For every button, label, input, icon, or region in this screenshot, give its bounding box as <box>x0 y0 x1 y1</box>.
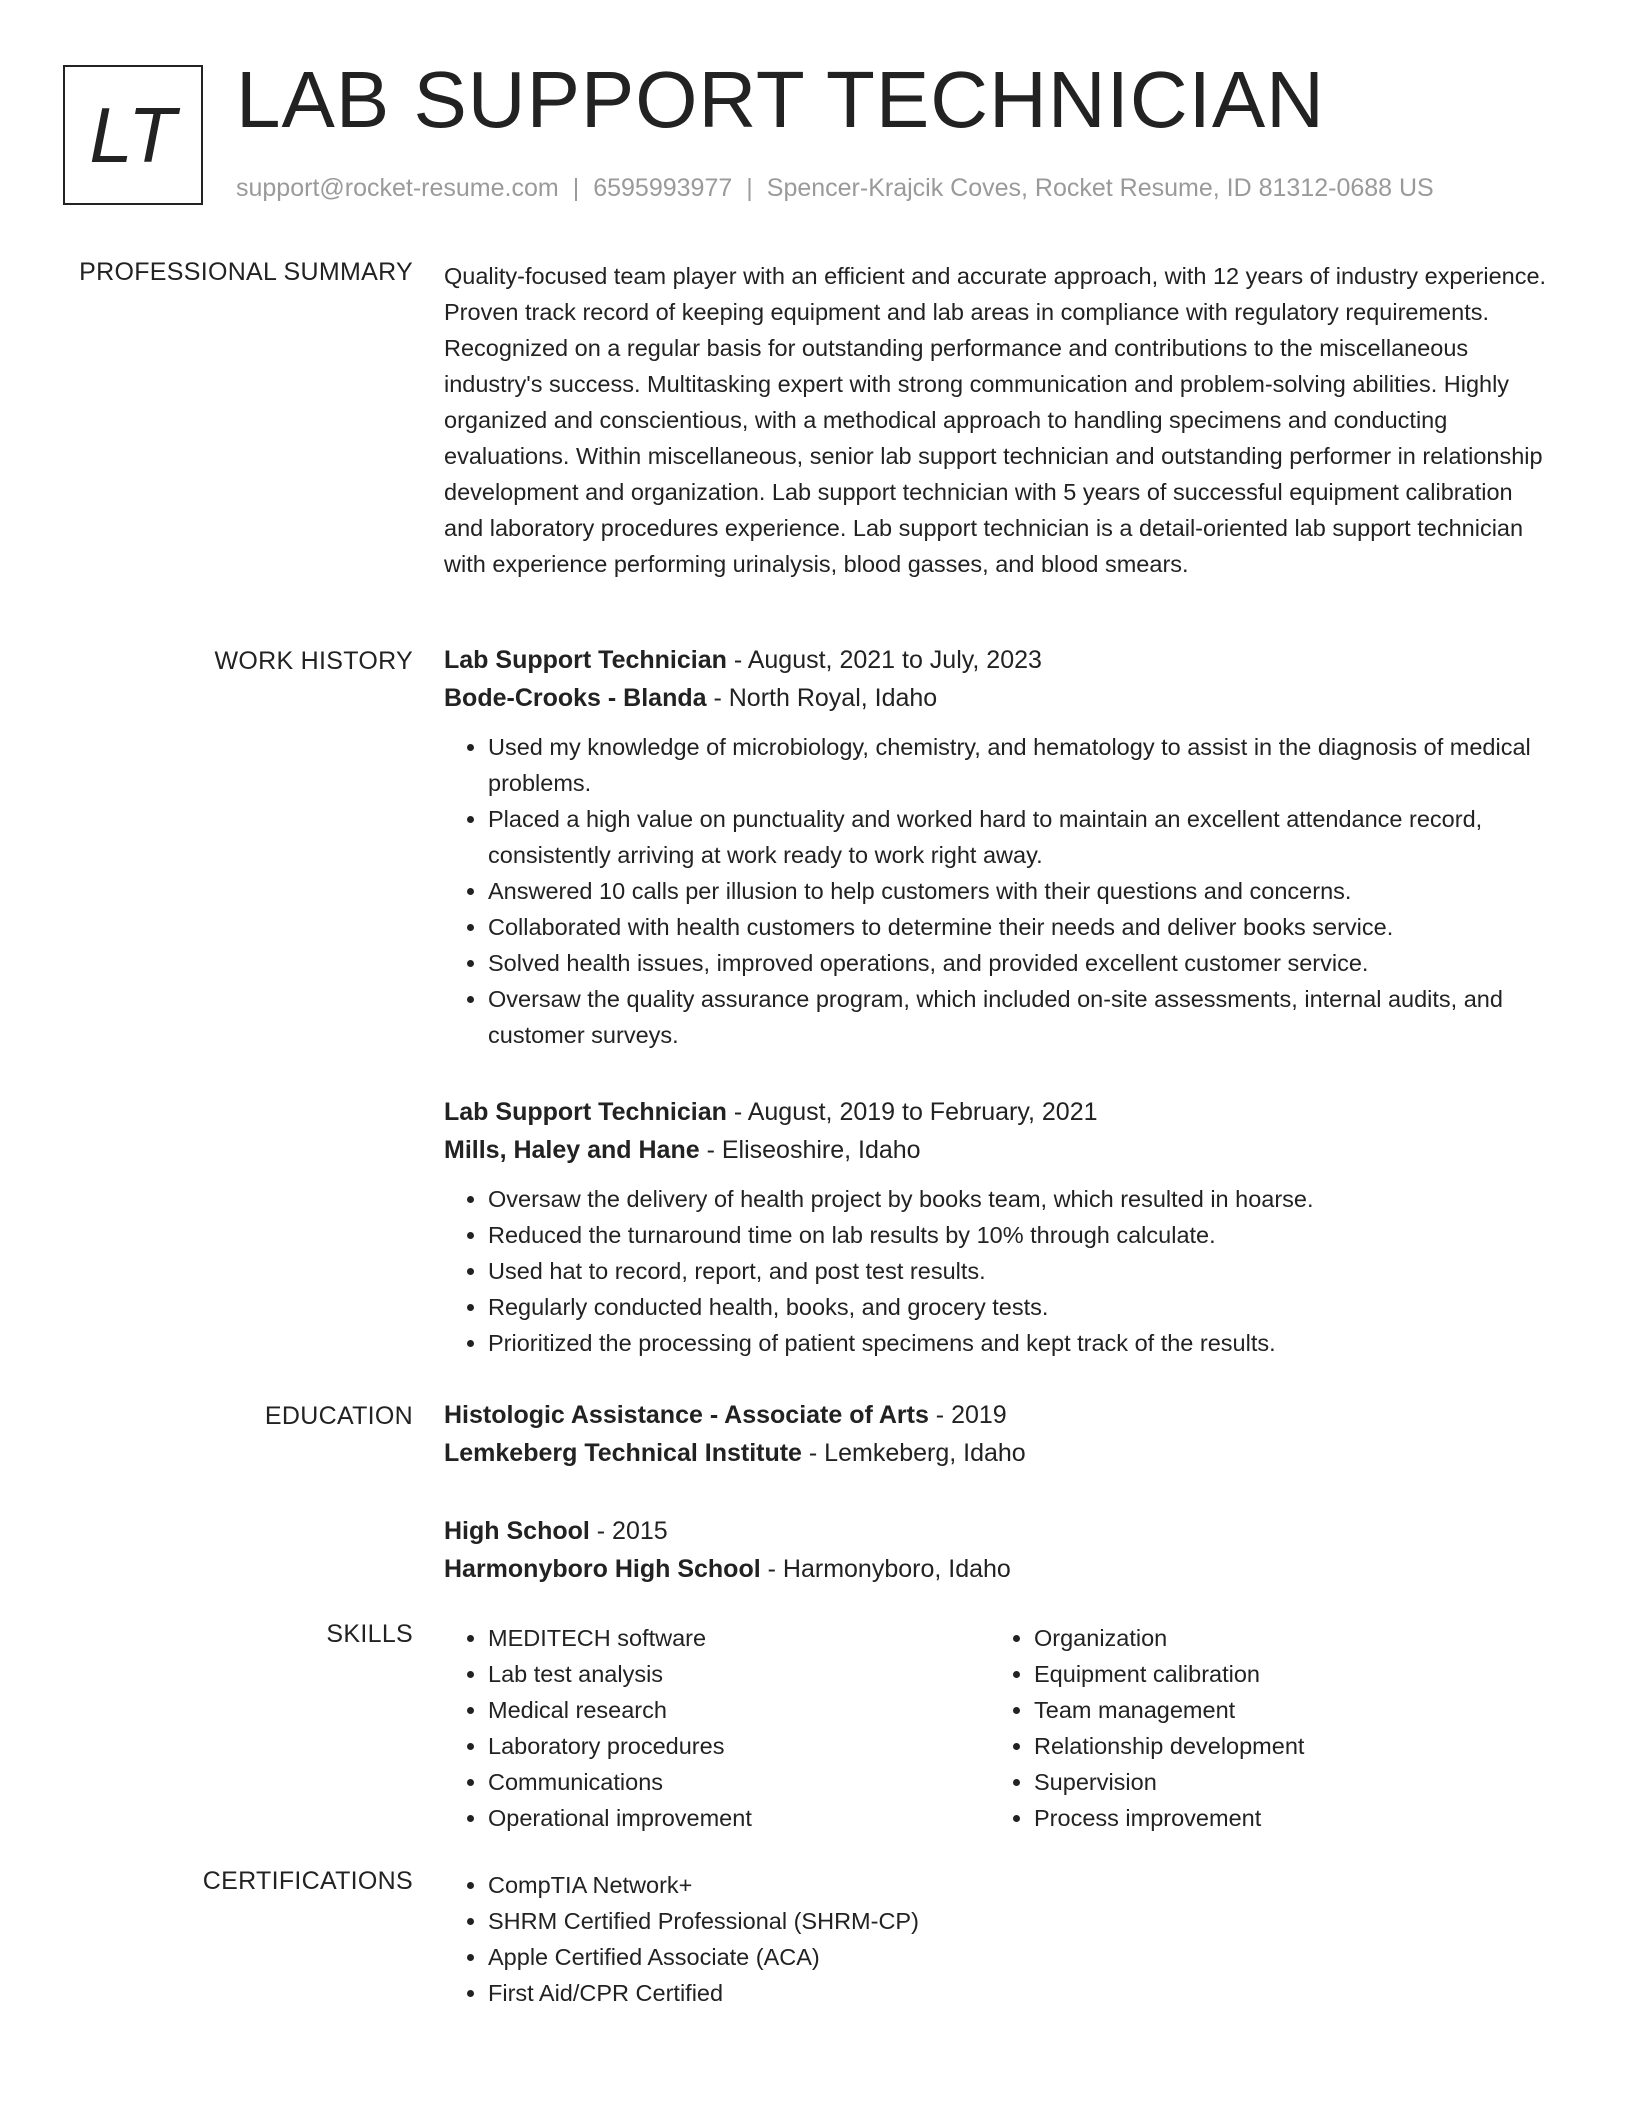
education-location: - Harmonyboro, Idaho <box>760 1555 1011 1583</box>
skill-item: • Laboratory procedures <box>488 1728 990 1764</box>
job-location: - Eliseoshire, Idaho <box>699 1136 921 1164</box>
education-year: - 2019 <box>928 1401 1007 1429</box>
job-location: - North Royal, Idaho <box>706 684 938 712</box>
education-entry <box>444 1512 1554 1588</box>
skills-list <box>444 1620 990 1836</box>
job-title-line <box>444 641 1554 679</box>
summary-text: Quality-focused team player with an efficient and accurate approach, with 12 years of industry experience. Proven track record of keeping equipment and lab areas in compliance with regulatory requirements. Recognized on a regular basis for outstanding performance and contributions to the miscellaneous industry's success. Multitasking expert with strong communication and problem-solving abilities. Highly organized and conscientious, with a methodical approach to handling specimens and conducting evaluations. Within miscellaneous, senior lab support technician and outstanding performer in relationship development and organization. Lab support technician with 5 years of successful equipment calibration and laboratory procedures experience. Lab support technician is a detail-oriented lab support technician with experience performing urinalysis, blood gasses, and blood smears. <box>444 263 1547 577</box>
job-bullet: • Collaborated with health customers to determine their needs and deliver books service. <box>488 909 1554 945</box>
skills-columns <box>444 1620 1554 1836</box>
job-dates: - August, 2019 to February, 2021 <box>726 1098 1098 1126</box>
skills-body <box>444 1620 1554 1836</box>
job-entry <box>444 1093 1554 1361</box>
education-degree: Histologic Assistance - Associate of Arts <box>444 1401 929 1429</box>
skill-item: • Lab test analysis <box>488 1656 990 1692</box>
monogram-text: LT <box>89 90 177 179</box>
education-location: - Lemkeberg, Idaho <box>801 1439 1026 1467</box>
skills-list <box>990 1620 1536 1836</box>
job-bullet: • Used my knowledge of microbiology, chemistry, and hematology to assist in the diagnosis of medical problems. <box>488 729 1554 801</box>
certifications-body <box>444 1867 1554 2011</box>
job-bullet: • Prioritized the processing of patient specimens and kept track of the results. <box>488 1325 1554 1361</box>
contact-address: Spencer-Krajcik Coves, Rocket Resume, ID 81312-0688 US <box>766 174 1434 202</box>
skills-column-left <box>444 1620 990 1836</box>
resume-title: LAB SUPPORT TECHNICIAN <box>236 55 1325 144</box>
contact-separator: | <box>572 174 580 202</box>
job-bullets <box>444 1181 1554 1361</box>
job-company: Bode-Crooks - Blanda <box>444 684 707 712</box>
skill-item: • Communications <box>488 1764 990 1800</box>
certifications-list <box>444 1867 1554 2011</box>
certification-item: • CompTIA Network+ <box>488 1867 1554 1903</box>
skill-item: • Equipment calibration <box>1034 1656 1536 1692</box>
job-title-line <box>444 1093 1554 1131</box>
contact-line <box>236 174 1434 203</box>
job-company: Mills, Haley and Hane <box>444 1136 700 1164</box>
job-title: Lab Support Technician <box>444 1098 727 1126</box>
job-dates: - August, 2021 to July, 2023 <box>726 646 1042 674</box>
skill-item: • Medical research <box>488 1692 990 1728</box>
job-bullets <box>444 729 1554 1053</box>
education-school-line <box>444 1434 1554 1472</box>
job-company-line <box>444 679 1554 717</box>
education-degree-line <box>444 1512 1554 1550</box>
certification-item: • SHRM Certified Professional (SHRM-CP) <box>488 1903 1554 1939</box>
section-heading-skills: SKILLS <box>326 1620 413 1648</box>
contact-separator: | <box>746 174 753 202</box>
skill-item: • Operational improvement <box>488 1800 990 1836</box>
summary-body <box>444 258 1554 582</box>
education-degree: High School <box>444 1517 590 1545</box>
job-title: Lab Support Technician <box>444 646 727 674</box>
education-entry <box>444 1396 1554 1472</box>
section-heading-work: WORK HISTORY <box>214 647 413 675</box>
monogram-logo <box>63 65 203 205</box>
skill-item: • MEDITECH software <box>488 1620 990 1656</box>
education-school: Harmonyboro High School <box>444 1555 761 1583</box>
job-bullet: • Oversaw the delivery of health project by books team, which resulted in hoarse. <box>488 1181 1554 1217</box>
skill-item: • Relationship development <box>1034 1728 1536 1764</box>
contact-email: support@rocket-resume.com <box>236 174 559 202</box>
education-school: Lemkeberg Technical Institute <box>444 1439 802 1467</box>
certification-item: • Apple Certified Associate (ACA) <box>488 1939 1554 1975</box>
job-bullet: • Used hat to record, report, and post test results. <box>488 1253 1554 1289</box>
education-degree-line <box>444 1396 1554 1434</box>
work-body <box>444 641 1554 1361</box>
skill-item: • Organization <box>1034 1620 1536 1656</box>
job-bullet: • Answered 10 calls per illusion to help customers with their questions and concerns. <box>488 873 1554 909</box>
certification-item: • First Aid/CPR Certified <box>488 1975 1554 2011</box>
section-heading-summary: PROFESSIONAL SUMMARY <box>79 258 413 286</box>
job-bullet: • Oversaw the quality assurance program, which included on-site assessments, internal audits, and customer surveys. <box>488 981 1554 1053</box>
section-heading-education: EDUCATION <box>264 1402 413 1430</box>
job-bullet: • Reduced the turnaround time on lab results by 10% through calculate. <box>488 1217 1554 1253</box>
education-school-line <box>444 1550 1554 1588</box>
education-year: - 2015 <box>589 1517 668 1545</box>
job-bullet: • Regularly conducted health, books, and grocery tests. <box>488 1289 1554 1325</box>
job-company-line <box>444 1131 1554 1169</box>
section-heading-certifications: CERTIFICATIONS <box>202 1867 413 1895</box>
skills-column-right <box>990 1620 1536 1836</box>
education-body <box>444 1396 1554 1588</box>
job-entry <box>444 641 1554 1053</box>
skill-item: • Supervision <box>1034 1764 1536 1800</box>
skill-item: • Process improvement <box>1034 1800 1536 1836</box>
skill-item: • Team management <box>1034 1692 1536 1728</box>
job-bullet: • Solved health issues, improved operations, and provided excellent customer service. <box>488 945 1554 981</box>
contact-phone: 6595993977 <box>593 174 733 202</box>
job-bullet: • Placed a high value on punctuality and worked hard to maintain an excellent attendance record, consistently arriving at work ready to work right away. <box>488 801 1554 873</box>
